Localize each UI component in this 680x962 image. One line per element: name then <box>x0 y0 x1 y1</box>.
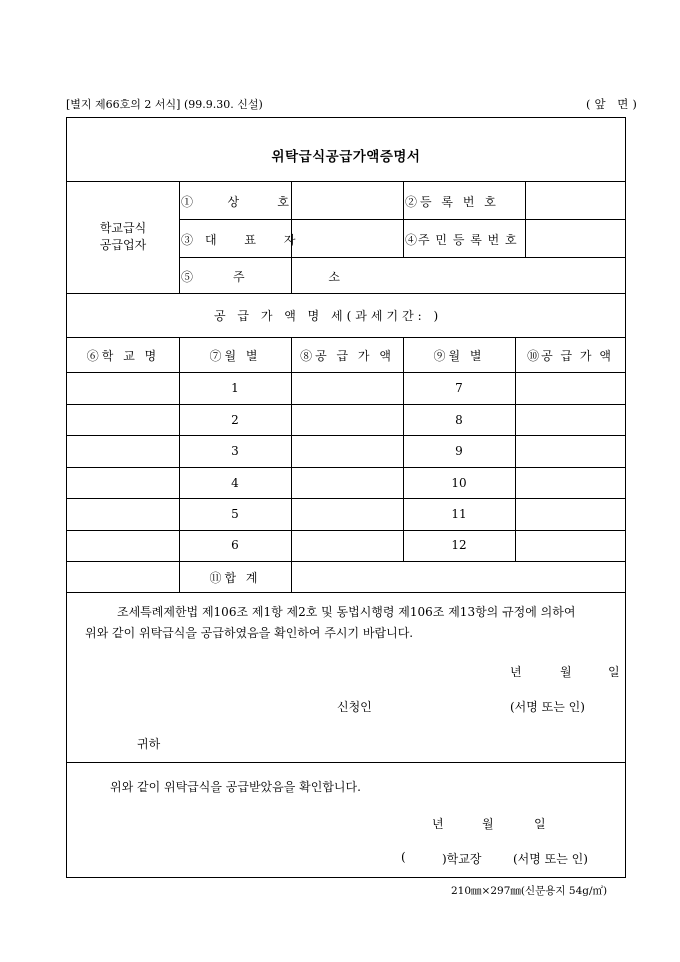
certificate-form <box>66 117 626 878</box>
month-cell: 2 <box>231 413 239 427</box>
signature-hint: (서명 또는 인) <box>510 700 585 714</box>
statement-line-2: 위와 같이 위탁급식을 공급하였음을 확인하여 주시기 바랍니다. <box>85 626 414 640</box>
date-day: 일 <box>608 665 620 679</box>
divider <box>67 337 625 338</box>
column-amount-a: ⑧공 급 가 액 <box>300 349 394 363</box>
column-month-a: ⑦월 별 <box>209 349 261 363</box>
divider <box>67 592 625 593</box>
address-label: ⑤주 소 <box>181 270 380 284</box>
divider <box>525 181 526 257</box>
supplier-group-label: 공급업자 <box>99 238 147 252</box>
confirmation-day: 일 <box>534 817 546 831</box>
date-year: 년 <box>510 665 522 679</box>
confirmation-text: 위와 같이 위탁급식을 공급받았음을 확인합니다. <box>110 780 361 794</box>
month-cell: 9 <box>455 444 463 458</box>
divider <box>67 561 625 562</box>
trade-name-label: ①상 호 <box>181 195 289 209</box>
confirmation-year: 년 <box>432 817 444 831</box>
month-cell: 11 <box>451 507 467 521</box>
month-cell: 8 <box>455 413 463 427</box>
month-cell: 12 <box>451 538 467 552</box>
divider <box>515 337 516 561</box>
total-label: ⑪합 계 <box>209 571 261 585</box>
resident-number-label: ④주 민 등 록 번 호 <box>405 233 518 247</box>
registration-number-label: ②등 록 번 호 <box>405 195 499 209</box>
date-month: 월 <box>560 665 572 679</box>
column-amount-b: ⑩공 급 가 액 <box>527 349 613 363</box>
divider <box>67 181 625 182</box>
divider <box>67 498 625 499</box>
divider <box>179 337 180 592</box>
month-cell: 10 <box>451 476 467 490</box>
representative-label: ③대 표 자 <box>181 233 308 247</box>
form-title: 위탁급식공급가액증명서 <box>271 149 421 165</box>
divider <box>67 762 625 763</box>
divider <box>67 293 625 294</box>
detail-section-title: 공 급 가 액 명 세(과세기간: ) <box>214 309 443 323</box>
column-school: ⑥학 교 명 <box>86 349 160 363</box>
page-side-label: (앞 면) <box>586 97 641 111</box>
addressee-label: 귀하 <box>137 737 161 751</box>
principal-label: )학교장 <box>442 852 482 866</box>
supplier-group-label: 학교급식 <box>99 221 147 235</box>
divider <box>291 337 292 592</box>
divider <box>403 181 404 257</box>
month-cell: 6 <box>231 538 239 552</box>
divider <box>67 435 625 436</box>
divider <box>67 404 625 405</box>
month-cell: 5 <box>231 507 239 521</box>
column-month-b: ⑨월 별 <box>433 349 485 363</box>
paper-spec: 210㎜×297㎜(신문용지 54g/㎡) <box>451 885 608 897</box>
applicant-label: 신청인 <box>337 700 372 714</box>
divider <box>67 372 625 373</box>
month-cell: 3 <box>231 444 239 458</box>
month-cell: 4 <box>231 476 239 490</box>
form-reference: [별지 제66호의 2 서식] (99.9.30. 신설) <box>66 98 263 111</box>
month-cell: 1 <box>231 381 239 395</box>
divider <box>179 219 625 220</box>
divider <box>179 181 180 293</box>
divider <box>67 530 625 531</box>
divider <box>179 257 625 258</box>
confirmation-month: 월 <box>482 817 494 831</box>
month-cell: 7 <box>455 381 463 395</box>
principal-paren: ( <box>401 850 406 864</box>
statement-line-1: 조세특례제한법 제106조 제1항 제2호 및 동법시행령 제106조 제13항의 규정에 의하여 <box>117 605 576 619</box>
principal-signature-hint: (서명 또는 인) <box>513 852 588 866</box>
divider <box>67 467 625 468</box>
